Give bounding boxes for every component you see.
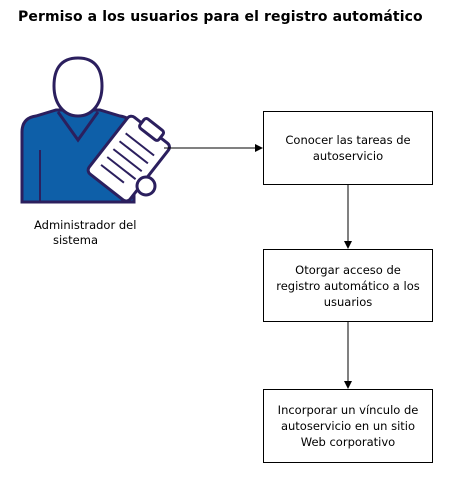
step-3-line1: Incorporar un vínculo de	[277, 403, 419, 417]
actor-label-line2: sistema	[53, 233, 99, 247]
step-1-line1: Conocer las tareas de	[285, 133, 411, 147]
diagram-title: Permiso a los usuarios para el registro automático	[18, 9, 423, 25]
step-box-2	[263, 249, 433, 322]
step-3-line3: Web corporativo	[300, 435, 396, 449]
step-box-3	[263, 389, 433, 463]
step-1-line2: autoservicio	[312, 149, 384, 163]
administrator-with-clipboard-icon	[22, 58, 176, 203]
actor-label-line1: Administrador del	[34, 218, 137, 232]
step-2-line2: registro automático a los	[276, 278, 420, 293]
step-3-line2: autoservicio en un sitio	[280, 419, 416, 433]
step-box-1	[263, 111, 433, 185]
actor-label	[20, 218, 144, 248]
step-2-line1: Otorgar acceso de	[295, 262, 401, 277]
person-head	[54, 58, 102, 116]
person-hand	[137, 177, 155, 195]
step-2-line3: usuarios	[323, 294, 373, 309]
